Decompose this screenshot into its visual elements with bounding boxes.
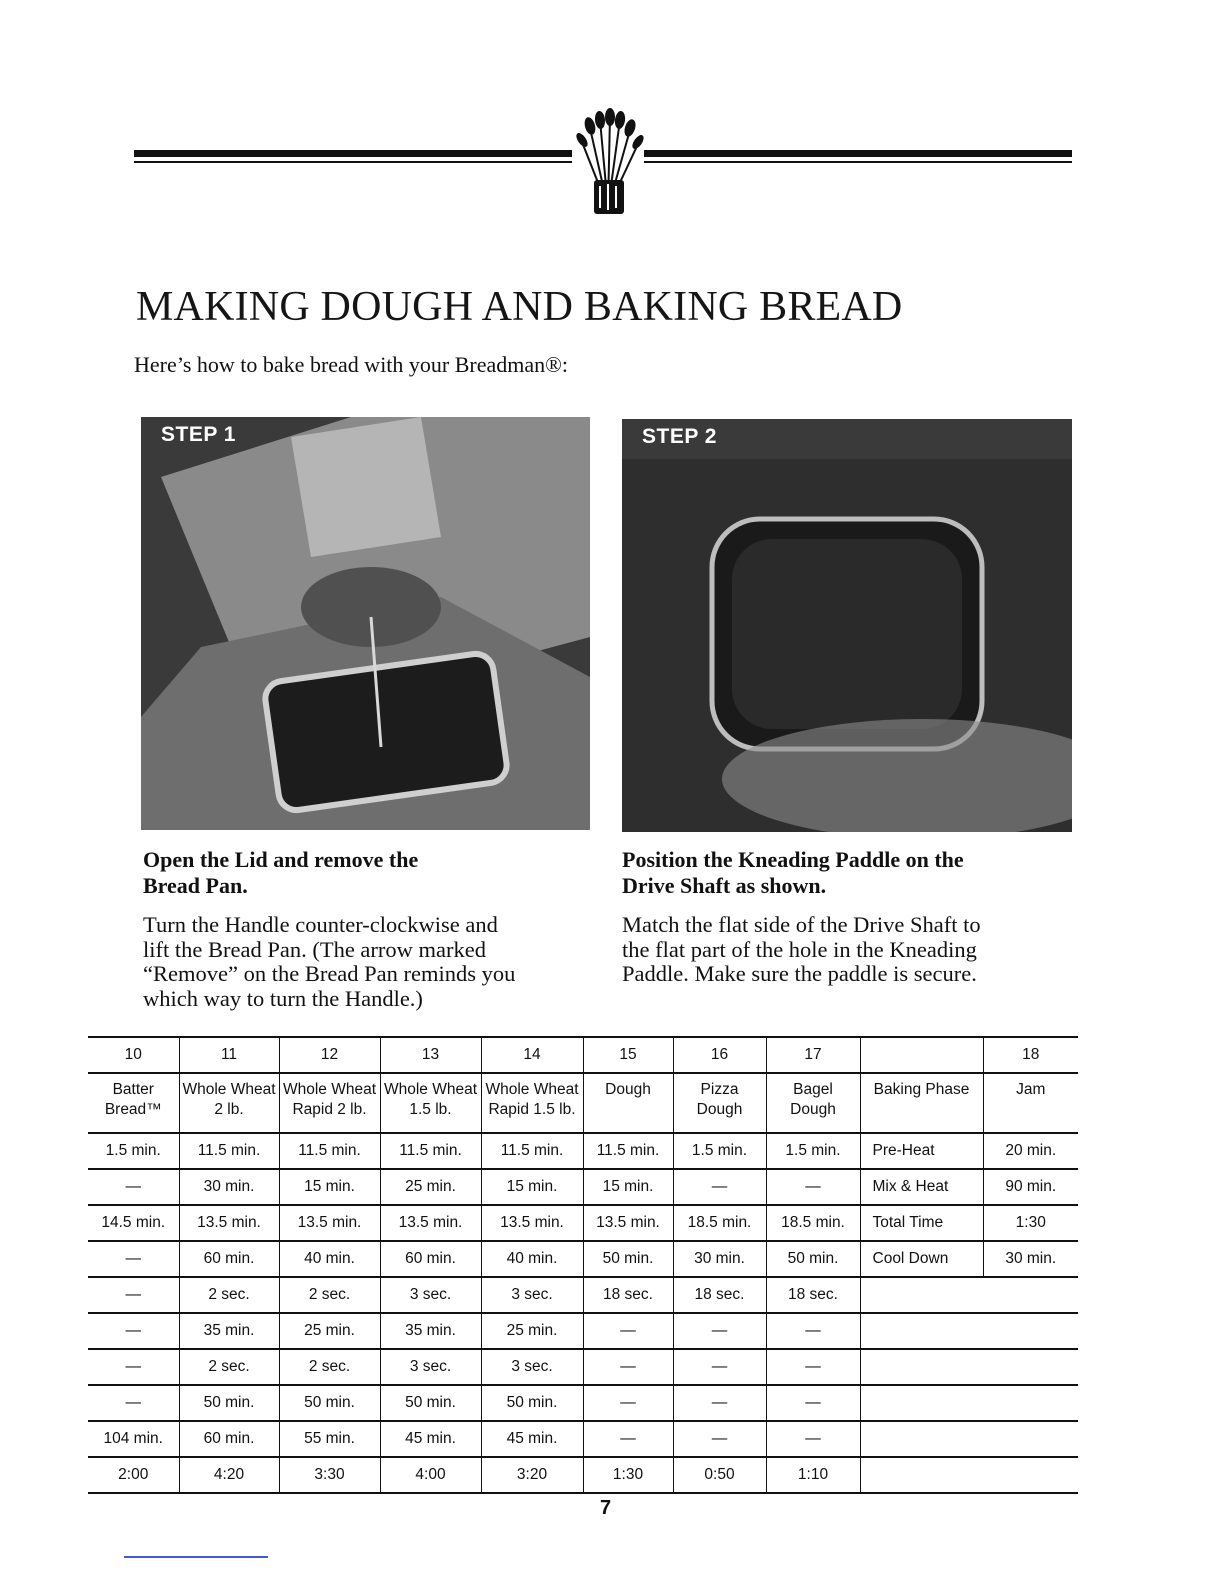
cycle-name-cell <box>279 1073 380 1133</box>
step-1-body-line: “Remove” on the Bread Pan reminds you <box>143 961 516 986</box>
table-cell: 18 sec. <box>673 1277 766 1313</box>
header-rule-left-thick <box>134 150 572 157</box>
table-cell: — <box>583 1421 673 1457</box>
step-2-caption-title-line-1: Position the Kneading Paddle on the <box>622 847 964 872</box>
step-1-caption-title-line-1: Open the Lid and remove the <box>143 847 419 872</box>
table-header-row <box>88 1073 1078 1133</box>
header-rule-left-thin <box>134 161 572 163</box>
table-cell: 50 min. <box>179 1385 279 1421</box>
table-cell: 4:20 <box>179 1457 279 1493</box>
table-cell: 3:30 <box>279 1457 380 1493</box>
step-1-body-line: which way to turn the Handle.) <box>143 985 423 1011</box>
step-1-caption-title-line-2: Bread Pan. <box>143 873 248 898</box>
page-title: MAKING DOUGH AND BAKING BREAD <box>136 284 903 330</box>
cycle-name-line: 1.5 lb. <box>409 1101 452 1118</box>
table-cell: 50 min. <box>279 1385 380 1421</box>
table-cell: 11.5 min. <box>583 1133 673 1169</box>
step-2-photo <box>622 419 1072 832</box>
step-1-photo <box>141 417 590 830</box>
phase-label-cell: Cool Down <box>860 1241 983 1277</box>
cycle-name-cell <box>673 1073 766 1133</box>
table-cell: 60 min. <box>179 1241 279 1277</box>
table-cell: 11.5 min. <box>380 1133 481 1169</box>
table-cell: 45 min. <box>481 1421 583 1457</box>
cycle-name-cell <box>88 1073 179 1133</box>
step-1-caption-title <box>143 847 583 899</box>
table-cell: — <box>673 1421 766 1457</box>
cycle-name-cell <box>380 1073 481 1133</box>
table-cell: 3 sec. <box>481 1349 583 1385</box>
phase-label-cell: Mix & Heat <box>860 1169 983 1205</box>
table-cell: — <box>673 1169 766 1205</box>
cycle-number-cell: 13 <box>380 1037 481 1073</box>
table-cell: 1.5 min. <box>766 1133 860 1169</box>
table-cell: — <box>88 1241 179 1277</box>
table-cell: — <box>673 1313 766 1349</box>
cycle-name-line: Rapid 2 lb. <box>292 1101 367 1118</box>
step-2-caption-title <box>622 847 1082 899</box>
table-cell: 1:30 <box>583 1457 673 1493</box>
table-cell: 18 sec. <box>766 1277 860 1313</box>
cycle-name-line: Batter <box>112 1081 154 1098</box>
table-cell: 15 min. <box>583 1169 673 1205</box>
table-cell: 18.5 min. <box>766 1205 860 1241</box>
table-cell: — <box>766 1349 860 1385</box>
cycle-number-cell: 16 <box>673 1037 766 1073</box>
table-cell: — <box>88 1277 179 1313</box>
cycle-number-cell: 17 <box>766 1037 860 1073</box>
table-cell: 60 min. <box>380 1241 481 1277</box>
empty-cell <box>860 1349 1078 1385</box>
table-cell: 2:00 <box>88 1457 179 1493</box>
cycle-name-line: Whole Wheat <box>182 1081 276 1098</box>
table-cell: 104 min. <box>88 1421 179 1457</box>
table-cell: 50 min. <box>583 1241 673 1277</box>
table-row <box>88 1421 1078 1457</box>
table-cell: 40 min. <box>481 1241 583 1277</box>
cycle-name-line: Dough <box>696 1101 743 1118</box>
table-cell: 25 min. <box>380 1169 481 1205</box>
table-cell: 14.5 min. <box>88 1205 179 1241</box>
header-rule-right-thin <box>644 161 1072 163</box>
table-cell: 11.5 min. <box>481 1133 583 1169</box>
table-cell: 13.5 min. <box>481 1205 583 1241</box>
cycle-name-cell <box>766 1073 860 1133</box>
cycle-name-cell <box>583 1073 673 1133</box>
step-1-body-line: lift the Bread Pan. (The arrow marked <box>143 936 486 962</box>
cycle-name-line: Rapid 1.5 lb. <box>488 1101 576 1118</box>
table-cell: 13.5 min. <box>279 1205 380 1241</box>
table-cell: 2 sec. <box>179 1277 279 1313</box>
step-1-caption-body <box>143 913 593 1011</box>
table-cell: — <box>583 1385 673 1421</box>
step-2-body-line: Paddle. Make sure the paddle is secure. <box>622 961 977 986</box>
table-cell: 50 min. <box>380 1385 481 1421</box>
table-cell: 25 min. <box>279 1313 380 1349</box>
table-cell: 4:00 <box>380 1457 481 1493</box>
table-cell: 50 min. <box>766 1241 860 1277</box>
table-cell: 3:20 <box>481 1457 583 1493</box>
table-cell: 1:30 <box>983 1205 1078 1241</box>
step-1-label: STEP 1 <box>161 423 236 446</box>
table-cell: 18.5 min. <box>673 1205 766 1241</box>
table-cell: 45 min. <box>380 1421 481 1457</box>
table-cell: — <box>88 1385 179 1421</box>
table-cell: 35 min. <box>179 1313 279 1349</box>
table-cell: 60 min. <box>179 1421 279 1457</box>
table-cell: 55 min. <box>279 1421 380 1457</box>
table-row <box>88 1385 1078 1421</box>
table-cell: 11.5 min. <box>279 1133 380 1169</box>
header-rule-right-thick <box>644 150 1072 157</box>
table-row <box>88 1205 1078 1241</box>
cycle-number-cell: 18 <box>983 1037 1078 1073</box>
cycle-number-cell: 11 <box>179 1037 279 1073</box>
table-cell: 40 min. <box>279 1241 380 1277</box>
phase-label-cell: Total Time <box>860 1205 983 1241</box>
step-2-label: STEP 2 <box>642 425 717 448</box>
table-cell: 3 sec. <box>380 1277 481 1313</box>
table-cell: 25 min. <box>481 1313 583 1349</box>
table-cell: 13.5 min. <box>380 1205 481 1241</box>
table-cell: 15 min. <box>481 1169 583 1205</box>
table-cell: 50 min. <box>481 1385 583 1421</box>
empty-cell <box>860 1313 1078 1349</box>
cycle-number-cell <box>860 1037 983 1073</box>
table-cell: — <box>766 1169 860 1205</box>
table-cell: 3 sec. <box>380 1349 481 1385</box>
table-cell: — <box>88 1349 179 1385</box>
table-header-row <box>88 1037 1078 1073</box>
cycle-name-cell <box>860 1073 983 1133</box>
table-cell: 1.5 min. <box>673 1133 766 1169</box>
cycle-name-line: Dough <box>790 1101 836 1118</box>
table-row <box>88 1133 1078 1169</box>
intro-text: Here’s how to bake bread with your Breadman®: <box>134 352 568 377</box>
cycle-number-cell: 14 <box>481 1037 583 1073</box>
table-cell: — <box>766 1421 860 1457</box>
table-cell: 30 min. <box>673 1241 766 1277</box>
cycle-number-cell: 12 <box>279 1037 380 1073</box>
table-cell: — <box>673 1385 766 1421</box>
cycle-name-line: Pizza <box>700 1081 739 1098</box>
cycle-name-line: Bread™ <box>104 1101 162 1118</box>
table-row <box>88 1169 1078 1205</box>
table-cell: — <box>583 1349 673 1385</box>
table-cell: 0:50 <box>673 1457 766 1493</box>
cycle-times-table <box>88 1036 1078 1494</box>
cycle-number-cell: 10 <box>88 1037 179 1073</box>
footer-underline <box>124 1556 268 1558</box>
table-row <box>88 1277 1078 1313</box>
table-cell: 2 sec. <box>179 1349 279 1385</box>
cycle-name-line: Jam <box>1016 1081 1046 1098</box>
cycle-name-cell <box>179 1073 279 1133</box>
table-cell: 3 sec. <box>481 1277 583 1313</box>
empty-cell <box>860 1277 1078 1313</box>
table-cell: 35 min. <box>380 1313 481 1349</box>
table-cell: 30 min. <box>179 1169 279 1205</box>
step-2-caption-body <box>622 913 1072 987</box>
table-cell: 13.5 min. <box>179 1205 279 1241</box>
table-cell: 15 min. <box>279 1169 380 1205</box>
table-row <box>88 1349 1078 1385</box>
cycle-name-line: Whole Wheat <box>282 1081 377 1098</box>
table-cell: 90 min. <box>983 1169 1078 1205</box>
table-cell: — <box>88 1313 179 1349</box>
step-2-body-line: the flat part of the hole in the Kneading <box>622 936 977 962</box>
step-2-body-line: Match the flat side of the Drive Shaft to <box>622 912 981 937</box>
cycle-name-line: Whole Wheat <box>383 1081 478 1098</box>
table-cell: 1:10 <box>766 1457 860 1493</box>
page-number: 7 <box>600 1497 612 1519</box>
table-row <box>88 1241 1078 1277</box>
empty-cell <box>860 1385 1078 1421</box>
table-cell: — <box>673 1349 766 1385</box>
table-cell: — <box>766 1313 860 1349</box>
table-cell: 18 sec. <box>583 1277 673 1313</box>
cycle-name-line: Baking Phase <box>873 1081 970 1098</box>
table-cell: — <box>88 1169 179 1205</box>
cycle-name-cell <box>983 1073 1078 1133</box>
table-row <box>88 1457 1078 1493</box>
table-cell: 1.5 min. <box>88 1133 179 1169</box>
cycle-name-line: Bagel <box>793 1081 833 1098</box>
cycle-number-cell: 15 <box>583 1037 673 1073</box>
table-cell: — <box>766 1385 860 1421</box>
table-cell: 20 min. <box>983 1133 1078 1169</box>
empty-cell <box>860 1421 1078 1457</box>
table-cell: 11.5 min. <box>179 1133 279 1169</box>
table-cell: 2 sec. <box>279 1349 380 1385</box>
table-cell: 30 min. <box>983 1241 1078 1277</box>
wheat-sheaf-icon <box>560 108 656 218</box>
cycle-name-line: Whole Wheat <box>485 1081 579 1098</box>
phase-label-cell: Pre-Heat <box>860 1133 983 1169</box>
table-cell: 13.5 min. <box>583 1205 673 1241</box>
step-1-body-line: Turn the Handle counter-clockwise and <box>143 912 498 937</box>
cycle-name-cell <box>481 1073 583 1133</box>
table-cell: 2 sec. <box>279 1277 380 1313</box>
step-2-caption-title-line-2: Drive Shaft as shown. <box>622 873 827 898</box>
cycle-name-line: Dough <box>605 1081 651 1098</box>
empty-cell <box>860 1457 1078 1493</box>
cycle-name-line: 2 lb. <box>214 1101 244 1118</box>
table-cell: — <box>583 1313 673 1349</box>
table-row <box>88 1313 1078 1349</box>
